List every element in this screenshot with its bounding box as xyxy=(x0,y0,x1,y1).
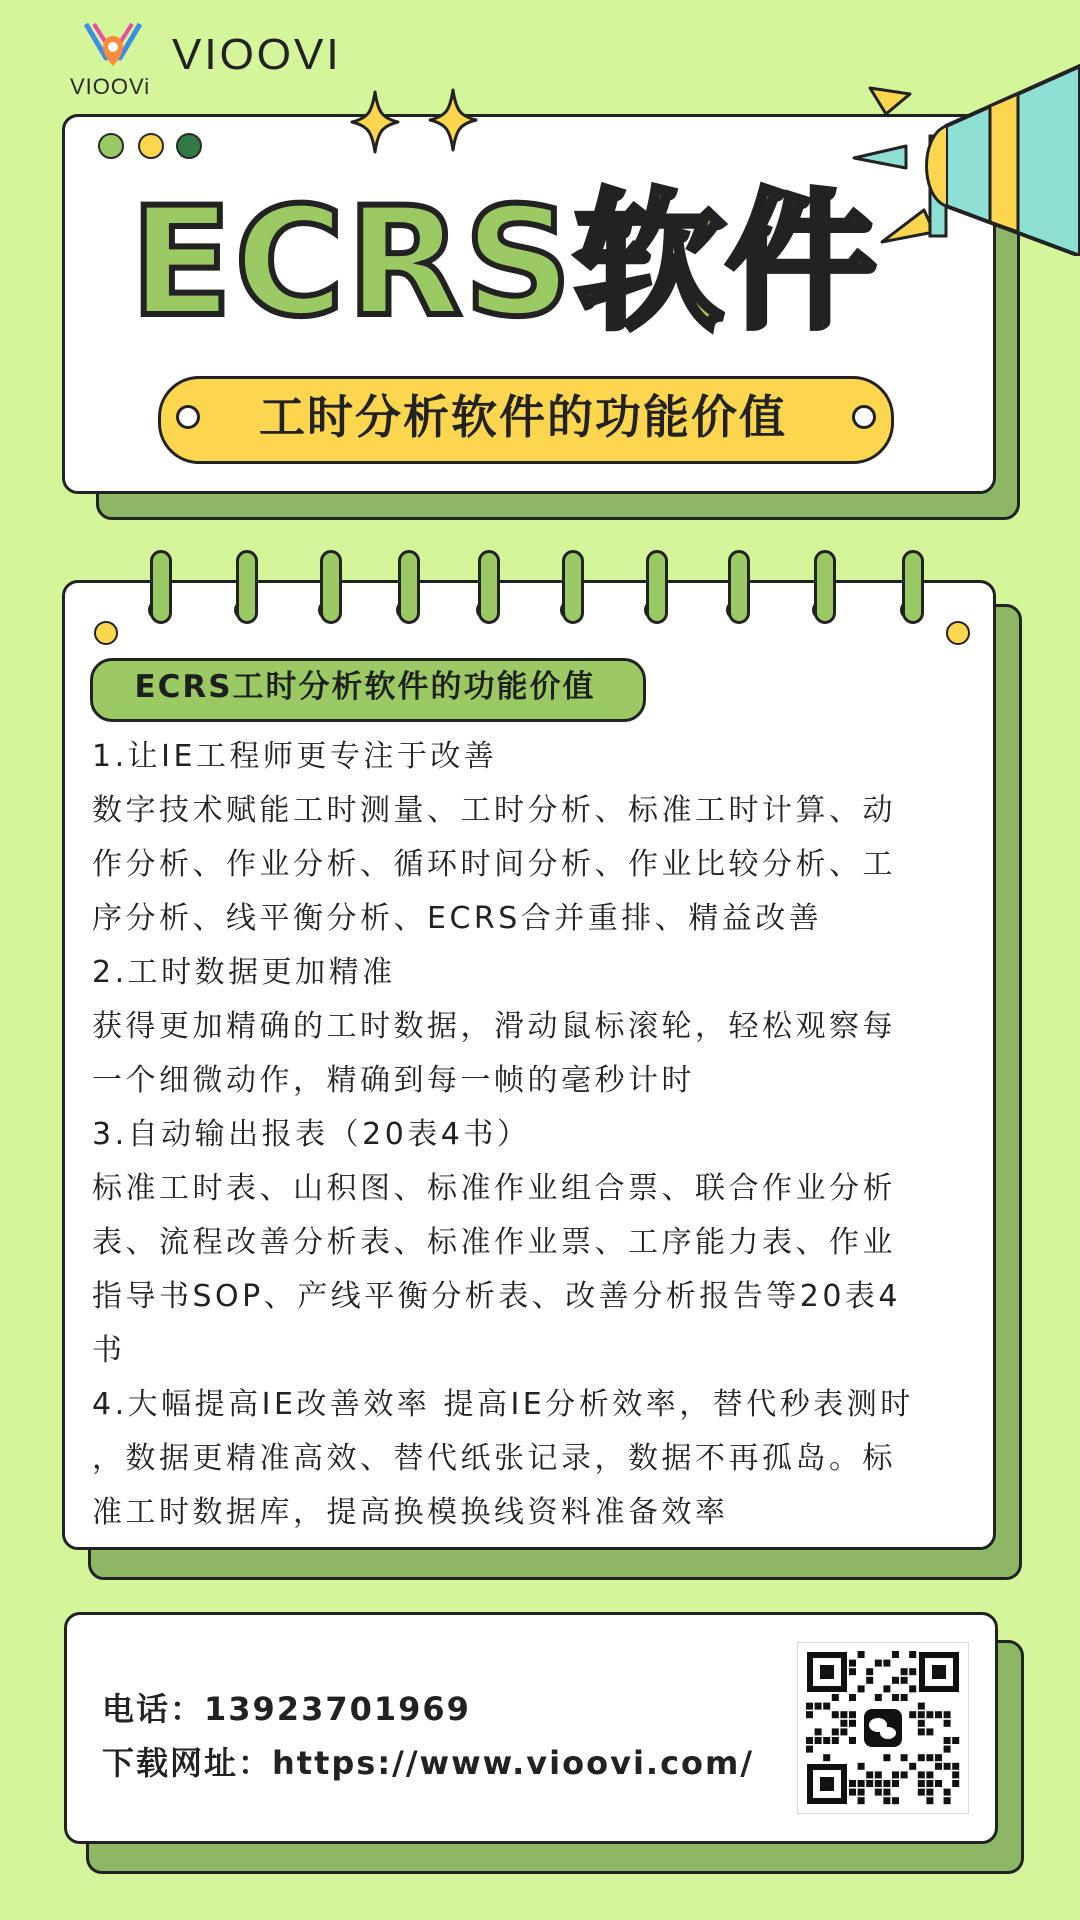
content-line: 数字技术赋能工时测量、工时分析、标准工时计算、动 xyxy=(92,793,896,828)
content-line: 1.让IE工程师更专注于改善 xyxy=(92,739,498,774)
window-dot-dark xyxy=(176,133,202,159)
content-line: 4.大幅提高IE改善效率 提高IE分析效率，替代秒表测时 xyxy=(92,1387,914,1422)
window-dot-green xyxy=(98,133,124,159)
contact-website[interactable]: 下载网址：https://www.vioovi.com/ xyxy=(102,1744,755,1782)
content-line: 2.工时数据更加精准 xyxy=(92,955,396,990)
page-subtitle: 工时分析软件的功能价值 xyxy=(259,390,787,444)
sparkle-icon xyxy=(350,90,400,154)
binder-ring xyxy=(150,550,172,624)
content-line: ，数据更精准高效、替代纸张记录，数据不再孤岛。标 xyxy=(92,1441,896,1476)
vioovi-logo-icon xyxy=(82,18,144,74)
content-line: 作分析、作业分析、循环时间分析、作业比较分析、工 xyxy=(92,847,896,882)
binder-ring xyxy=(478,550,500,624)
binder-ring xyxy=(320,550,342,624)
binder-ring xyxy=(728,550,750,624)
binder-ring xyxy=(398,550,420,624)
sparkle-icon xyxy=(428,88,478,152)
content-line: 3.自动输出报表（20表4书） xyxy=(92,1117,531,1152)
content-body xyxy=(92,730,972,1540)
section-title: ECRS工时分析软件的功能价值 xyxy=(134,669,596,705)
content-line: 一个细微动作，精确到每一帧的毫秒计时 xyxy=(92,1063,695,1098)
content-line: 书 xyxy=(92,1333,126,1368)
content-line: 获得更加精确的工时数据，滑动鼠标滚轮，轻松观察每 xyxy=(92,1009,896,1044)
contact-phone: 电话：13923701969 xyxy=(102,1690,471,1728)
window-dot-yellow xyxy=(138,133,164,159)
binder-ring xyxy=(902,550,924,624)
binder-ring xyxy=(646,550,668,624)
content-line: 指导书SOP、产线平衡分析表、改善分析报告等20表4 xyxy=(92,1279,902,1314)
corner-dot-right xyxy=(946,621,970,645)
content-line: 表、流程改善分析表、标准作业票、工序能力表、作业 xyxy=(92,1225,896,1260)
content-line: 序分析、线平衡分析、ECRS合并重排、精益改善 xyxy=(92,901,823,936)
binder-ring xyxy=(236,550,258,624)
binder-ring xyxy=(814,550,836,624)
binder-ring xyxy=(562,550,584,624)
logo-wordmark: VIOOVI xyxy=(172,30,342,79)
page-title: ECRS软件 xyxy=(129,176,879,350)
logo-wordmark-small: VIOOVi xyxy=(70,74,151,99)
qr-code-icon xyxy=(797,1642,969,1814)
corner-dot-left xyxy=(94,621,118,645)
content-line: 标准工时表、山积图、标准作业组合票、联合作业分析 xyxy=(92,1171,896,1206)
content-line: 准工时数据库，提高换模换线资料准备效率 xyxy=(92,1495,729,1530)
